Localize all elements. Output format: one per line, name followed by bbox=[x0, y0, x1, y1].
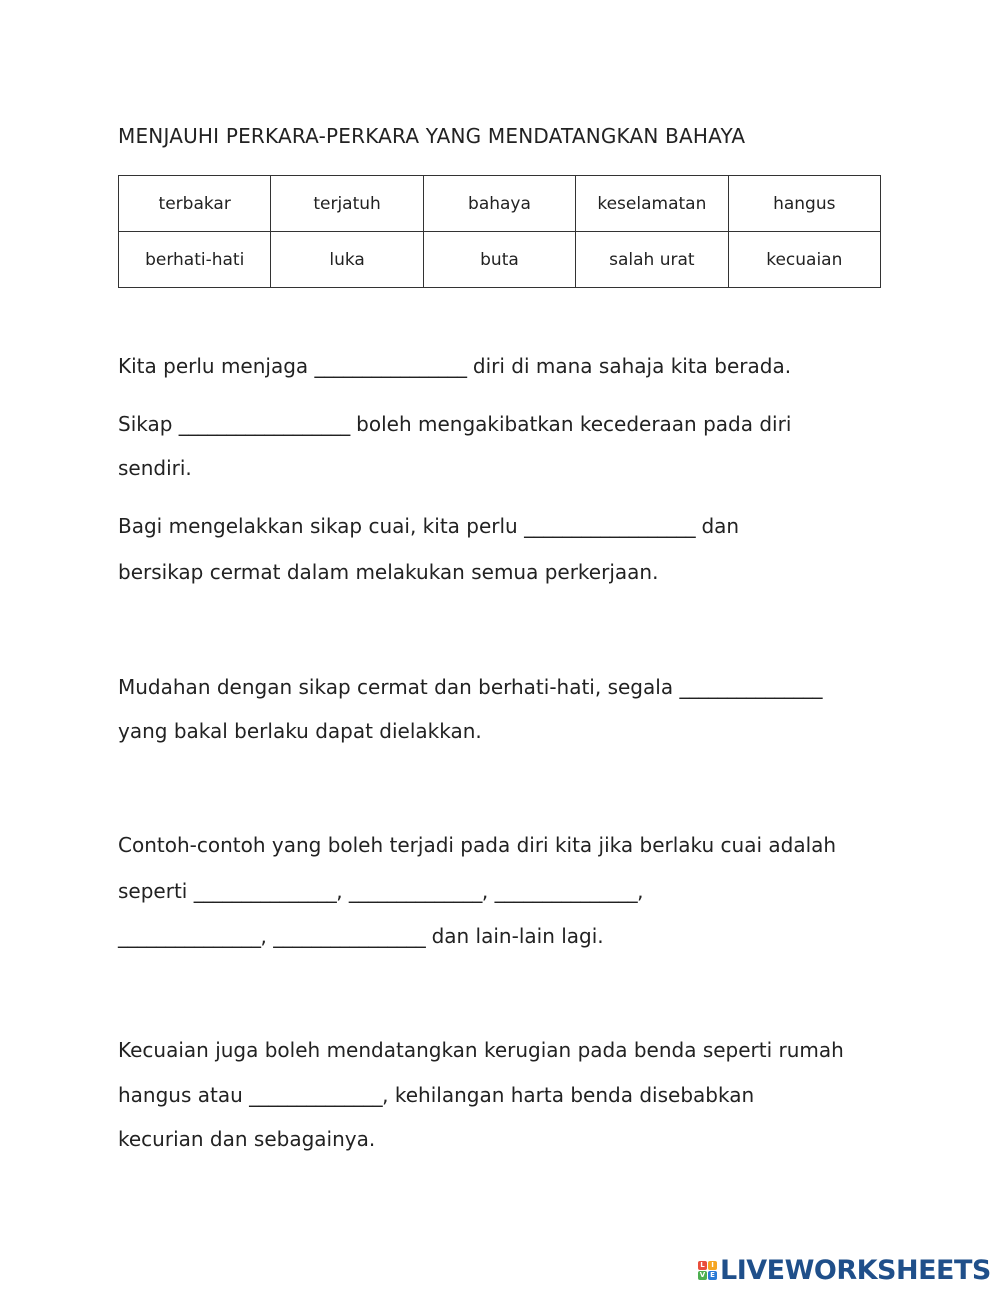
answer-blank[interactable]: ______________ bbox=[348, 879, 482, 903]
sentence-1: Kita perlu menjaga ________________ diri di mana sahaja kita berada. bbox=[118, 354, 792, 378]
sentence-6-cont2: kecurian dan sebagainya. bbox=[118, 1127, 376, 1151]
worksheet-title: MENJAUHI PERKARA-PERKARA YANG MENDATANGKAN BAHAYA bbox=[118, 124, 746, 148]
sentence-6-cont: hangus atau ______________, kehilangan harta benda disebabkan bbox=[118, 1083, 755, 1107]
sentence-2-cont: sendiri. bbox=[118, 456, 192, 480]
word-cell: hangus bbox=[728, 176, 880, 232]
answer-blank[interactable]: ________________ bbox=[314, 354, 467, 378]
answer-blank[interactable]: ________________ bbox=[273, 924, 426, 948]
word-cell: kecuaian bbox=[728, 232, 880, 288]
word-cell: terbakar bbox=[119, 176, 271, 232]
answer-blank[interactable]: _______________ bbox=[118, 924, 261, 948]
sentence-5-cont: seperti _______________, ______________, _______________, bbox=[118, 879, 644, 903]
sentence-6: Kecuaian juga boleh mendatangkan kerugian pada benda seperti rumah bbox=[118, 1038, 844, 1062]
word-cell: terjatuh bbox=[271, 176, 423, 232]
liveworksheets-mark-icon: L I V E bbox=[698, 1261, 717, 1280]
word-cell: luka bbox=[271, 232, 423, 288]
sentence-3-cont: bersikap cermat dalam melakukan semua perkerjaan. bbox=[118, 560, 659, 584]
sentence-5-cont2: _______________, ________________ dan lain-lain lagi. bbox=[118, 924, 604, 948]
answer-blank[interactable]: _______________ bbox=[494, 879, 638, 903]
word-cell: bahaya bbox=[423, 176, 575, 232]
answer-blank[interactable]: ______________ bbox=[249, 1083, 383, 1107]
answer-blank[interactable]: __________________ bbox=[524, 514, 696, 538]
answer-blank[interactable]: _______________ bbox=[679, 675, 822, 699]
sentence-4: Mudahan dengan sikap cermat dan berhati-hati, segala _______________ bbox=[118, 675, 822, 699]
word-bank-row bbox=[119, 176, 881, 232]
sentence-2: Sikap __________________ boleh mengakibatkan kecederaan pada diri bbox=[118, 412, 792, 436]
word-cell: salah urat bbox=[576, 232, 728, 288]
word-bank-row bbox=[119, 232, 881, 288]
word-cell: keselamatan bbox=[576, 176, 728, 232]
liveworksheets-logo bbox=[698, 1252, 991, 1288]
logo-text: LIVEWORKSHEETS bbox=[720, 1254, 991, 1286]
answer-blank[interactable]: __________________ bbox=[178, 412, 350, 436]
word-bank-table bbox=[118, 175, 881, 288]
sentence-5: Contoh-contoh yang boleh terjadi pada diri kita jika berlaku cuai adalah bbox=[118, 833, 837, 857]
word-cell: berhati-hati bbox=[119, 232, 271, 288]
answer-blank[interactable]: _______________ bbox=[193, 879, 337, 903]
sentence-4-cont: yang bakal berlaku dapat dielakkan. bbox=[118, 719, 482, 743]
sentence-3: Bagi mengelakkan sikap cuai, kita perlu __________________ dan bbox=[118, 514, 740, 538]
word-cell: buta bbox=[423, 232, 575, 288]
